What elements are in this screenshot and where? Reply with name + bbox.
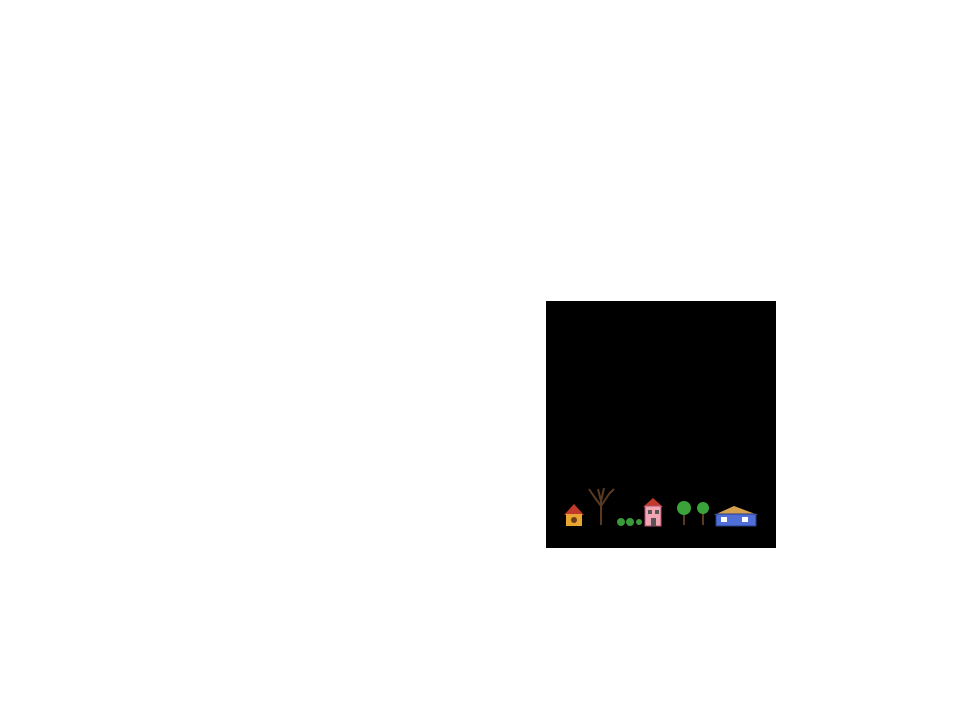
decorative-bar-thin [847,30,855,197]
bushes [617,518,642,526]
ground [546,525,776,548]
lightning-charge-illustration [546,301,776,548]
decorative-bar-thick [861,30,929,197]
storm-cloud [564,310,745,426]
illustration-svg [546,301,776,548]
